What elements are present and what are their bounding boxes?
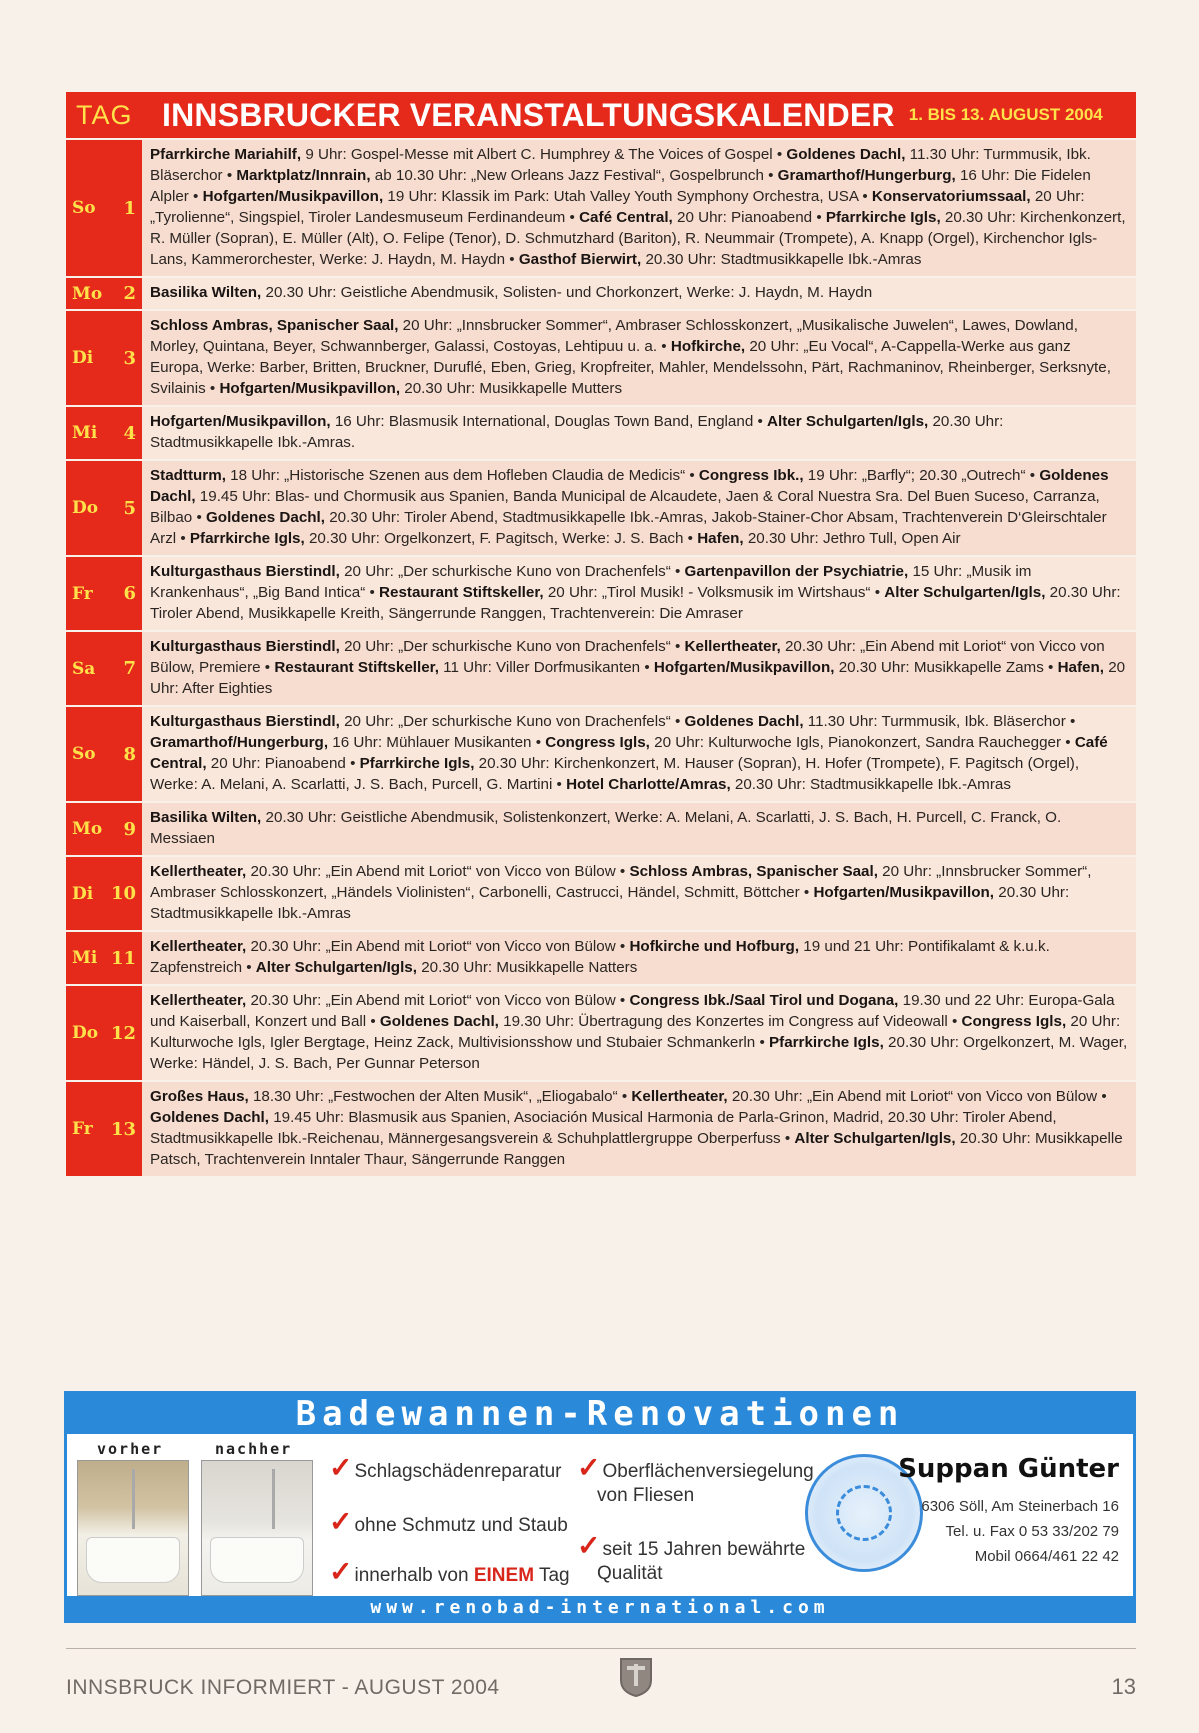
calendar-row	[66, 801, 1136, 855]
event-entry	[142, 932, 1136, 984]
event-details: 20 Uhr: Kulturwoche Igls, Pianokonzert, Sandra Rauchegger •	[649, 734, 1075, 751]
venue-name: Congress Ibk.,	[698, 467, 804, 484]
venue-name: Congress Igls,	[961, 1013, 1067, 1030]
calendar-row	[66, 405, 1136, 459]
calendar-row	[66, 630, 1136, 705]
city-crest-icon	[618, 1656, 654, 1698]
venue-name: Schloss Ambras, Spanischer Saal,	[150, 317, 399, 334]
weekday-label: So	[72, 198, 96, 218]
event-details: 16 Uhr: Blasmusik International, Douglas Town Band, England •	[330, 413, 768, 430]
venue-name: Restaurant Stiftskeller,	[274, 659, 439, 676]
venue-name: Goldenes Dachl,	[205, 509, 325, 526]
company-phone: Tel. u. Fax 0 53 33/202 79	[945, 1523, 1119, 1540]
before-photo	[77, 1460, 189, 1596]
event-details: 20 Uhr: „Tyrolienne“, Singspiel, Tiroler Landesmuseum Ferdinandeum •	[150, 188, 1085, 226]
weekday-label: Do	[72, 498, 99, 518]
event-details: ab 10.30 Uhr: „New Orleans Jazz Festival“, Gospelbrunch •	[370, 167, 778, 184]
ad-bullet: ✓ Oberflächenversiegelung von Fliesen	[577, 1452, 814, 1506]
publication-name: INNSBRUCK INFORMIERT - AUGUST 2004	[66, 1676, 500, 1699]
venue-name: Alter Schulgarten/Igls,	[884, 584, 1046, 601]
venue-name: Goldenes Dachl,	[684, 713, 804, 730]
day-cell	[66, 461, 142, 555]
weekday-label: Fr	[72, 1119, 93, 1139]
day-number: 4	[123, 422, 136, 444]
venue-name: Gasthof Bierwirt,	[518, 251, 642, 268]
day-number: 8	[123, 743, 136, 765]
event-details: 15 Uhr: „Musik im Krankenhaus“, „Big Band Intica“ •	[150, 563, 1032, 601]
event-details: 20.30 Uhr: „Ein Abend mit Loriot“ von Vicco von Bülow •	[727, 1088, 1107, 1105]
date-range: 1. BIS 13. AUGUST 2004	[908, 105, 1103, 124]
event-details: 19.45 Uhr: Blasmusik aus Spanien, Asociación Musical Harmonia de Parla-Grinon, Madrid, 20.30 Uhr: Tiroler Abend, Stadtmusikkapelle Ibk.-Reichenau, Männergesangsverein & Schuhplattlergruppe Oberperfuss •	[150, 1109, 1057, 1147]
check-icon: ✓	[329, 1556, 353, 1587]
after-label: nachher	[215, 1440, 293, 1458]
event-details: 20.30 Uhr: Jethro Tull, Open Air	[743, 530, 961, 547]
event-entry	[142, 857, 1136, 930]
footer-divider	[66, 1648, 1136, 1649]
event-entry	[142, 311, 1136, 405]
calendar-row	[66, 138, 1136, 276]
day-number: 3	[123, 347, 136, 369]
event-details: 20.30 Uhr: Musikkapelle Mutters	[400, 380, 623, 397]
ad-bullet: ✓ innerhalb von EINEM Tag	[329, 1556, 570, 1587]
event-details: 20 Uhr: Pianoabend •	[672, 209, 826, 226]
venue-name: Goldenes Dachl,	[379, 1013, 499, 1030]
venue-name: Hofgarten/Musikpavillon,	[150, 413, 331, 430]
event-entry	[142, 1082, 1136, 1176]
event-entry	[142, 461, 1136, 555]
event-details: 20.30 Uhr: Stadtmusikkapelle Ibk.-Amras	[730, 776, 1011, 793]
venue-name: Goldenes Dachl,	[150, 1109, 270, 1126]
event-details: 19 und 21 Uhr: Pontifikalamt & k.u.k. Zapfenstreich •	[150, 938, 1050, 976]
event-details: 20 Uhr: Kulturwoche Igls, Igler Bergtage, Heinz Zack, Multivisionsshow und Stubaier Schmankerln •	[150, 1013, 1121, 1051]
event-details: 18.30 Uhr: „Festwochen der Alten Musik“, „Eliogabalo“ •	[248, 1088, 632, 1105]
venue-name: Großes Haus,	[150, 1088, 249, 1105]
day-number: 10	[110, 883, 136, 904]
event-details: 20.30 Uhr: „Ein Abend mit Loriot“ von Vicco von Bülow, Premiere •	[150, 638, 1105, 676]
event-details: 9 Uhr: Gospel-Messe mit Albert C. Humphrey & The Voices of Gospel •	[301, 146, 787, 163]
event-details: 20 Uhr: „Innsbrucker Sommer“, Ambraser Schlosskonzert, „Musikalische Juwelen“, Lawes, Dowland, Morley, Quintana, Beyer, Schwannberger, Galassi, Costoyas, Lehtipuu u. a. •	[150, 317, 1078, 355]
calendar-row	[66, 1080, 1136, 1176]
check-icon: ✓	[329, 1506, 353, 1537]
venue-name: Café Central,	[579, 209, 673, 226]
venue-name: Hafen,	[1057, 659, 1104, 676]
before-label: vorher	[97, 1440, 164, 1458]
day-number: 6	[123, 583, 136, 604]
event-details: 20 Uhr: „Der schurkische Kuno von Drachenfels“ •	[339, 713, 685, 730]
weekday-label: Fr	[72, 583, 93, 604]
day-cell	[66, 278, 142, 309]
event-details: 19 Uhr: „Barfly“; 20.30 „Outrech“ •	[803, 467, 1040, 484]
venue-name: Hofkirche und Hofburg,	[629, 938, 800, 955]
day-cell	[66, 140, 142, 276]
venue-name: Alter Schulgarten/Igls,	[794, 1130, 956, 1147]
event-details: 11 Uhr: Viller Dorfmusikanten •	[438, 659, 654, 676]
event-details: 20.30 Uhr: Musikkapelle Zams •	[834, 659, 1058, 676]
weekday-label: Do	[72, 1023, 99, 1043]
venue-name: Hafen,	[697, 530, 744, 547]
after-photo	[201, 1460, 313, 1596]
venue-name: Restaurant Stiftskeller,	[379, 584, 544, 601]
venue-name: Pfarrkirche Mariahilf,	[150, 146, 302, 163]
venue-name: Congress Ibk./Saal Tirol und Dogana,	[629, 992, 899, 1009]
check-icon: ✓	[329, 1452, 353, 1483]
venue-name: Kellertheater,	[631, 1088, 728, 1105]
weekday-label: Di	[72, 348, 94, 368]
event-details: 20.30 Uhr: Stadtmusikkapelle Ibk.-Amras	[641, 251, 922, 268]
day-cell	[66, 632, 142, 705]
day-cell	[66, 707, 142, 801]
venue-name: Marktplatz/Innrain,	[236, 167, 371, 184]
event-entry	[142, 557, 1136, 630]
event-entry	[142, 278, 1136, 309]
day-number: 7	[123, 658, 136, 679]
venue-name: Gramarthof/Hungerburg,	[150, 734, 329, 751]
venue-name: Schloss Ambras, Spanischer Saal,	[629, 863, 878, 880]
calendar-row	[66, 930, 1136, 984]
venue-name: Goldenes Dachl,	[786, 146, 906, 163]
event-details: 20 Uhr: „Der schurkische Kuno von Drachenfels“ •	[339, 563, 685, 580]
event-details: 16 Uhr: Die Fidelen Alpler •	[150, 167, 1091, 205]
venue-name: Alter Schulgarten/Igls,	[767, 413, 929, 430]
day-cell	[66, 857, 142, 930]
event-entry	[142, 140, 1136, 276]
company-address: 6306 Söll, Am Steinerbach 16	[921, 1498, 1119, 1515]
event-details: 20.30 Uhr: Musikkapelle Patsch, Trachtenverein Inntaler Thaur, Sängerrunde Ranggen	[150, 1130, 1123, 1168]
event-details: 20.30 Uhr: Geistliche Abendmusik, Solisten- und Chorkonzert, Werke: J. Haydn, M. Haydn	[261, 284, 873, 301]
day-cell	[66, 932, 142, 984]
weekday-label: Sa	[72, 658, 96, 679]
event-details: 16 Uhr: Mühlauer Musikanten •	[328, 734, 546, 751]
venue-name: Pfarrkirche Igls,	[189, 530, 305, 547]
venue-name: Hotel Charlotte/Amras,	[566, 776, 731, 793]
venue-name: Stadtturm,	[150, 467, 226, 484]
ad-title: Badewannen-Renovationen	[67, 1394, 1133, 1434]
venue-name: Gramarthof/Hungerburg,	[777, 167, 956, 184]
calendar-rows	[66, 138, 1136, 1176]
calendar-row	[66, 855, 1136, 930]
venue-name: Gartenpavillon der Psychiatrie,	[684, 563, 909, 580]
venue-name: Pfarrkirche Igls,	[769, 1034, 884, 1051]
event-details: 20.30 Uhr: Orgelkonzert, F. Pagitsch, Werke: J. S. Bach •	[304, 530, 698, 547]
day-number: 2	[123, 283, 136, 304]
event-details: 20 Uhr: „Innsbrucker Sommer“, Ambraser Schlosskonzert, „Händels Violinisten“, Carbonelli, Castrucci, Händel, Schmitt, Böttcher •	[150, 863, 1092, 901]
event-details: 11.30 Uhr: Turmmusik, Ibk. Bläserchor •	[803, 713, 1076, 730]
venue-name: Pfarrkirche Igls,	[359, 755, 475, 772]
venue-name: Alter Schulgarten/Igls,	[255, 959, 417, 976]
event-details: 20 Uhr: „Tirol Musik! - Volksmusik im Wirtshaus“ •	[543, 584, 885, 601]
venue-name: Hofgarten/Musikpavillon,	[219, 380, 401, 397]
event-details: 20.30 Uhr: Orgelkonzert, M. Wager, Werke: Händel, J. S. Bach, Per Gunnar Peterson	[150, 1034, 1128, 1072]
event-details: 20.30 Uhr: Kirchenkonzert, R. Müller (Sopran), E. Müller (Alt), O. Felipe (Tenor), D. Schmutzhard (Bariton), R. Neummair (Trompete), A. Knapp (Orgel), Kirchenchor Igls-Lans, Kammerorchester, Werke: J. Haydn, M. Haydn •	[150, 209, 1126, 268]
event-details: 19.30 Uhr: Übertragung des Konzertes im Congress auf Videowall •	[498, 1013, 962, 1030]
calendar-row	[66, 309, 1136, 405]
event-details: 20.30 Uhr: Kirchenkonzert, M. Hauser (Sopran), H. Hofer (Trompete), F. Pagitsch (Orgel), Werke: A. Melani, A. Scarlatti, J. S. Bach, Purcell, G. Martini •	[150, 755, 1080, 793]
event-details: 20.30 Uhr: Tiroler Abend, Musikkapelle Kreith, Sängerrunde Ranggen, Trachtenverein: Die Amraser	[150, 584, 1121, 622]
calendar-row	[66, 705, 1136, 801]
calendar-row	[66, 459, 1136, 555]
event-details: 11.30 Uhr: Turmmusik, Ibk. Bläserchor •	[150, 146, 1091, 184]
event-entry	[142, 986, 1136, 1080]
event-details: 19 Uhr: Klassik im Park: Utah Valley Youth Symphony Orchestra, USA •	[383, 188, 872, 205]
day-cell	[66, 803, 142, 855]
day-cell	[66, 557, 142, 630]
event-entry	[142, 632, 1136, 705]
event-details: 20.30 Uhr: „Ein Abend mit Loriot“ von Vicco von Bülow •	[246, 938, 630, 955]
company-mobile: Mobil 0664/461 22 42	[974, 1548, 1119, 1565]
day-number: 13	[110, 1118, 136, 1140]
advertisement	[64, 1391, 1136, 1623]
venue-name: Café Central,	[150, 734, 1108, 772]
check-icon: ✓	[577, 1452, 601, 1483]
check-icon: ✓	[577, 1530, 601, 1561]
event-details: 20.30 Uhr: Stadtmusikkapelle Ibk.-Amras	[150, 884, 1070, 922]
venue-name: Basilika Wilten,	[150, 284, 262, 301]
weekday-label: Mo	[72, 283, 103, 304]
event-details: 20.30 Uhr: Musikkapelle Natters	[416, 959, 638, 976]
day-cell	[66, 1082, 142, 1176]
venue-name: Kulturgasthaus Bierstindl,	[150, 638, 340, 655]
company-name: Suppan Günter	[898, 1454, 1119, 1484]
venue-name: Basilika Wilten,	[150, 809, 262, 826]
day-number: 9	[123, 818, 136, 840]
venue-name: Hofkirche,	[670, 338, 746, 355]
weekday-label: Mi	[72, 948, 98, 968]
event-details: 20 Uhr: Pianoabend •	[206, 755, 360, 772]
venue-name: Hofgarten/Musikpavillon,	[202, 188, 384, 205]
event-details: 18 Uhr: „Historische Szenen aus dem Hofleben Claudia de Medicis“ •	[225, 467, 699, 484]
company-info	[898, 1454, 1119, 1569]
event-details: 20.30 Uhr: Geistliche Abendmusik, Solistenkonzert, Werke: A. Melani, A. Scarlatti, J. S. Bach, H. Purcell, C. Franck, O. Messiaen	[150, 809, 1062, 847]
venue-name: Hofgarten/Musikpavillon,	[653, 659, 835, 676]
ad-bullet: ✓ seit 15 Jahren bewährte Qualität	[577, 1530, 806, 1584]
event-details: 20.30 Uhr: Tiroler Abend, Stadtmusikkapelle Ibk.-Amras, Jakob-Stainer-Chor Absam, Trachtenverein D‘Gleirschtaler Arzl •	[150, 509, 1107, 547]
tag-column-label: TAG	[76, 99, 133, 130]
venue-name: Kulturgasthaus Bierstindl,	[150, 563, 340, 580]
venue-name: Kellertheater,	[150, 938, 247, 955]
calendar-title: INNSBRUCKER VERANSTALTUNGSKALENDER	[162, 96, 895, 133]
weekday-label: Mo	[72, 819, 103, 839]
day-number: 12	[110, 1022, 136, 1044]
weekday-label: Di	[72, 883, 94, 904]
event-entry	[142, 407, 1136, 459]
venue-name: Kellertheater,	[684, 638, 781, 655]
venue-name: Konservatoriumssaal,	[871, 188, 1031, 205]
event-details: 20.30 Uhr: „Ein Abend mit Loriot“ von Vicco von Bülow •	[246, 992, 630, 1009]
event-entry	[142, 707, 1136, 801]
calendar-header	[66, 92, 1136, 138]
ad-bullet: ✓ Schlagschädenreparatur	[329, 1452, 562, 1483]
weekday-label: So	[72, 744, 96, 764]
event-details: 20 Uhr: „Der schurkische Kuno von Drachenfels“ •	[339, 638, 685, 655]
day-cell	[66, 986, 142, 1080]
weekday-label: Mi	[72, 423, 98, 443]
calendar-row	[66, 276, 1136, 309]
venue-name: Kulturgasthaus Bierstindl,	[150, 713, 340, 730]
event-details: 19.45 Uhr: Blas- und Chormusik aus Spanien, Banda Municipal de Alcaudete, Jaen & Coral Nuestra Sra. Del Buen Suceso, Carranza, Bilbao •	[150, 488, 1100, 526]
ad-bullet: ✓ ohne Schmutz und Staub	[329, 1506, 568, 1537]
calendar-row	[66, 984, 1136, 1080]
venue-name: Pfarrkirche Igls,	[825, 209, 941, 226]
calendar-row	[66, 555, 1136, 630]
event-details: 20 Uhr: After Eighties	[150, 659, 1126, 697]
event-details: 20.30 Uhr: Stadtmusikkapelle Ibk.-Amras.	[150, 413, 1004, 451]
ad-url: www.renobad-international.com	[67, 1596, 1133, 1620]
event-entry	[142, 803, 1136, 855]
day-number: 11	[110, 947, 136, 969]
venue-name: Kellertheater,	[150, 863, 247, 880]
day-cell	[66, 407, 142, 459]
venue-name: Congress Igls,	[545, 734, 650, 751]
event-details: 20 Uhr: „Eu Vocal“, A-Cappella-Werke aus ganz Europa, Werke: Barber, Britten, Bruckner, Duruflé, Eben, Grieg, Kropfreiter, Mahler, Mendelssohn, Pärt, Rachmaninov, Rheinberger, Serksnyte, Svilainis •	[150, 338, 1111, 397]
venue-name: Hofgarten/Musikpavillon,	[813, 884, 995, 901]
venue-name: Goldenes Dachl,	[150, 467, 1109, 505]
event-details: 19.30 und 22 Uhr: Europa-Gala und Kaiserball, Konzert und Ball •	[150, 992, 1115, 1030]
event-details: 20.30 Uhr: „Ein Abend mit Loriot“ von Vicco von Bülow •	[246, 863, 630, 880]
page-number: 13	[1111, 1674, 1136, 1699]
day-number: 1	[123, 197, 136, 219]
venue-name: Kellertheater,	[150, 992, 247, 1009]
event-calendar	[66, 92, 1136, 1176]
day-number: 5	[123, 497, 136, 519]
day-cell	[66, 311, 142, 405]
